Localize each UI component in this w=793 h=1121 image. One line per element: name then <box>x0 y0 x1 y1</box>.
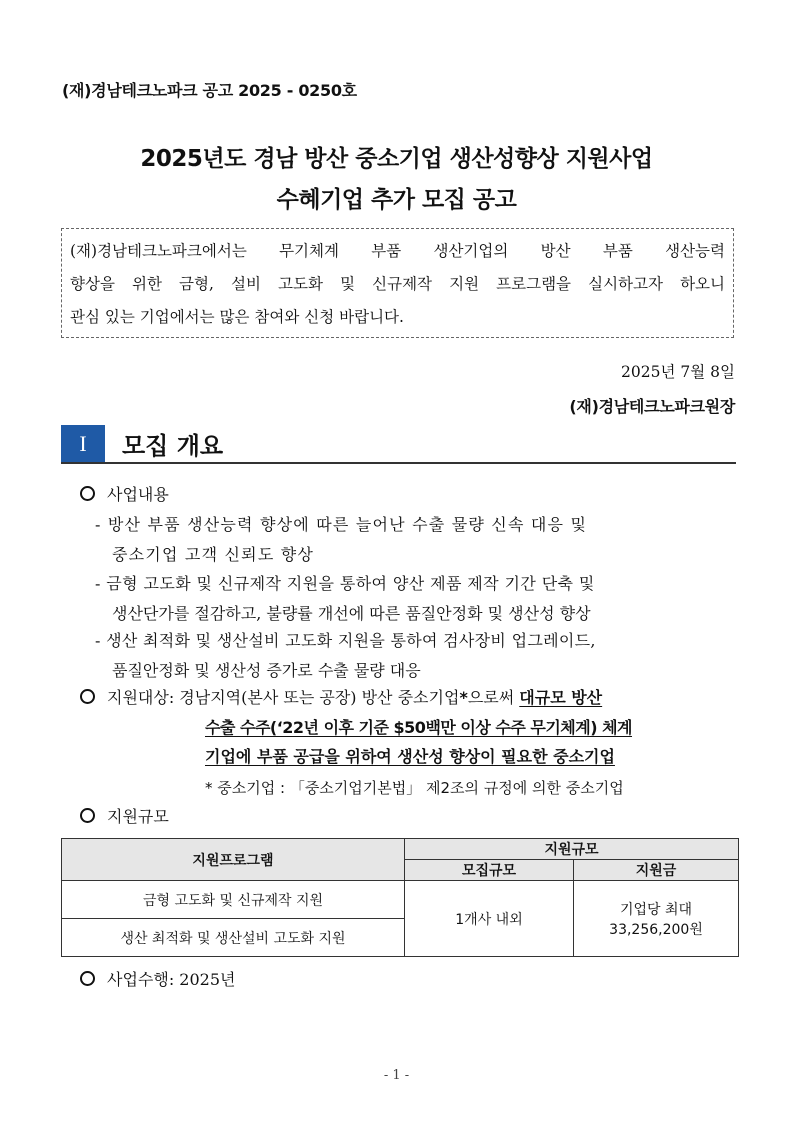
business-item-2: - 금형 고도화 및 신규제작 지원을 통하여 양산 제품 제작 기간 단축 및 생산단가를 절감하고, 불량률 개선에 따른 품질안정화 및 생산성 향상 <box>95 574 595 623</box>
scale-heading: 지원규모 <box>80 806 169 828</box>
table-header-program: 지원프로그램 <box>62 839 405 881</box>
table-cell-program: 금형 고도화 및 신규제작 지원 <box>62 881 405 919</box>
page-number: - 1 - <box>383 1068 410 1083</box>
business-period: 사업수행: 2025년 <box>80 969 235 991</box>
bullet-circle-icon <box>80 486 95 501</box>
intro-box <box>61 228 734 338</box>
business-item-1: - 방산 부품 생산능력 향상에 따른 늘어난 수출 물량 신속 대응 및 중소기업 고객 신뢰도 향상 <box>95 515 588 564</box>
section-title: 모집 개요 <box>122 432 224 460</box>
support-target: 지원대상: 경남지역(본사 또는 공장) 방산 중소기업*으로써 대규모 방산 <box>80 687 602 709</box>
support-scale-table <box>61 838 739 957</box>
section-number-badge: I <box>61 425 105 462</box>
table-cell-count: 1개사 내외 <box>405 881 574 957</box>
notice-number: (재)경남테크노파크 공고 2025 - 0250호 <box>62 81 357 100</box>
bullet-circle-icon <box>80 808 95 823</box>
page-title-line1: 2025년도 경남 방산 중소기업 생산성향상 지원사업 <box>140 146 653 172</box>
issuer-name: (재)경남테크노파크원장 <box>569 397 735 416</box>
business-item-3: - 생산 최적화 및 생산설비 고도화 지원을 통하여 검사장비 업그레이드, 품질안정화 및 생산성 증가로 수출 물량 대응 <box>95 631 596 680</box>
sme-definition-note: * 중소기업 : 「중소기업기본법」 제2조의 규정에 의한 중소기업 <box>205 779 624 797</box>
table-header-count: 모집규모 <box>405 860 574 881</box>
page-title-line2: 수혜기업 추가 모집 공고 <box>276 187 517 213</box>
table-cell-amount: 기업당 최대 33,256,200원 <box>574 881 739 957</box>
intro-line: (재)경남테크노파크에서는 무기체계 부품 생산기업의 방산 부품 생산능력 <box>70 242 725 260</box>
bullet-circle-icon <box>80 971 95 986</box>
table-header-scale: 지원규모 <box>405 839 739 860</box>
support-target-line3: 기업에 부품 공급을 위하여 생산성 향상이 필요한 중소기업 <box>205 747 615 766</box>
table-header-amount: 지원금 <box>574 860 739 881</box>
business-heading: 사업내용 <box>80 484 169 506</box>
table-cell-program: 생산 최적화 및 생산설비 고도화 지원 <box>62 919 405 957</box>
notice-date: 2025년 7월 8일 <box>621 363 735 381</box>
intro-line: 관심 있는 기업에서는 많은 참여와 신청 바랍니다. <box>70 308 404 326</box>
support-target-line2: 수출 수주(‘22년 이후 기준 $50백만 이상 수주 무기체계) 체계 <box>205 718 633 737</box>
bullet-circle-icon <box>80 689 95 704</box>
section-divider <box>61 462 736 464</box>
intro-line: 향상을 위한 금형, 설비 고도화 및 신규제작 지원 프로그램을 실시하고자 하오니 <box>70 275 725 293</box>
